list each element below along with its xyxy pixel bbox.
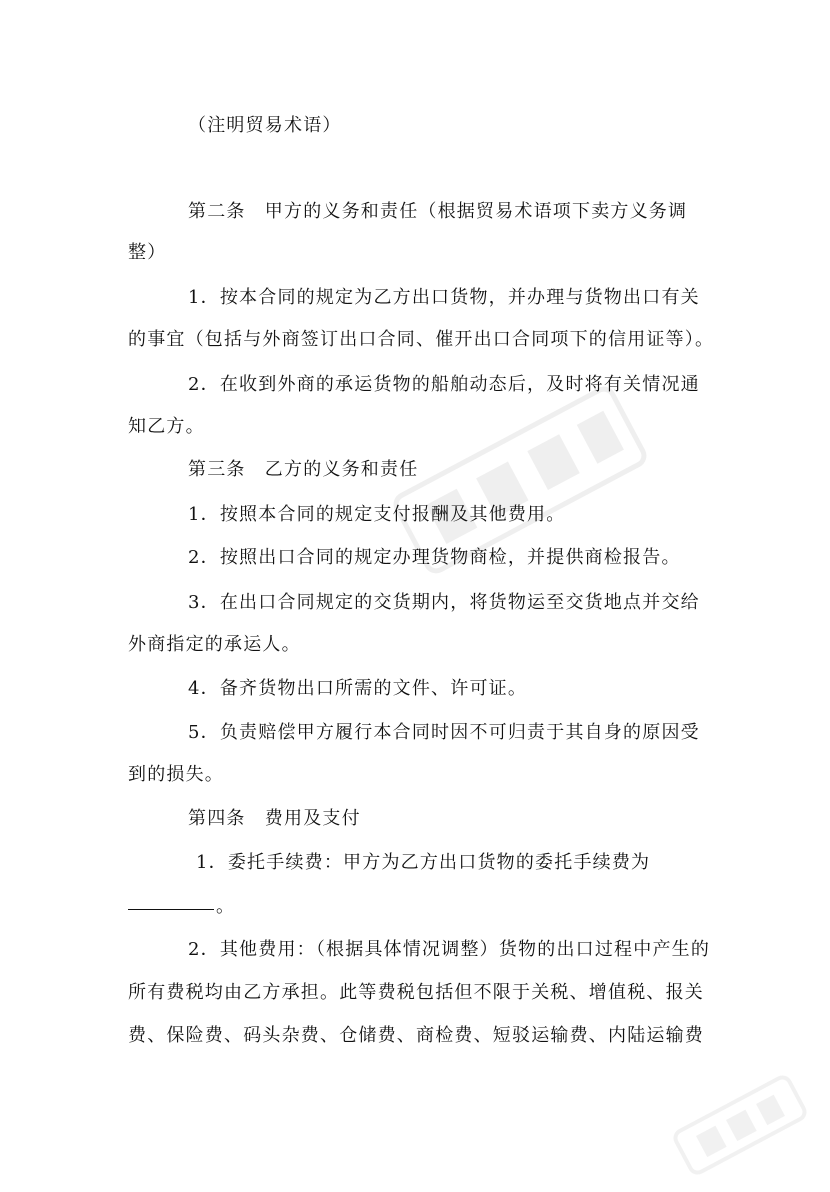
article-four-item-2-line-2: 所有费税均由乙方承担。此等费税包括但不限于关税、增值税、报关: [128, 982, 704, 1003]
article-three-item-4: 4．备齐货物出口所需的文件、许可证。: [188, 678, 528, 699]
article-four-item-1-line-2: [128, 895, 830, 919]
article-four-item-2-line-3: 费、保险费、码头杂费、仓储费、商检费、短驳运输费、内陆运输费: [128, 1025, 704, 1046]
article-three-item-5-line-2: 到的损失。: [128, 764, 224, 785]
trade-term-note: （注明贸易术语）: [188, 115, 342, 136]
blank-fill-line: [128, 909, 214, 910]
article-four-heading: 第四条 费用及支付: [188, 808, 361, 829]
article-three-item-3-line-2: 外商指定的承运人。: [128, 634, 301, 655]
article-two-item-1-line-2: 的事宜（包括与外商签订出口合同、催开出口合同项下的信用证等）。: [128, 329, 715, 350]
article-two-item-2-line-1: 2．在收到外商的承运货物的船舶动态后，及时将有关情况通: [188, 374, 700, 395]
article-three-item-1: 1．按照本合同的规定支付报酬及其他费用。: [188, 504, 566, 525]
watermark-corner-icon: [662, 1061, 818, 1189]
article-three-item-3-line-1: 3．在出口合同规定的交货期内，将货物运至交货地点并交给: [188, 592, 700, 613]
article-two-heading: 第二条 甲方的义务和责任（根据贸易术语项下卖方义务调: [188, 201, 688, 222]
article-three-item-5-line-1: 5．负责赔偿甲方履行本合同时因不可归责于其自身的原因受: [188, 722, 700, 743]
article-two-heading-continuation: 整）: [128, 242, 167, 263]
article-two-item-2-line-2: 知乙方。: [128, 416, 205, 437]
article-three-item-2: 2．按照出口合同的规定办理货物商检，并提供商检报告。: [188, 547, 681, 568]
article-four-item-2-line-1: 2．其他费用：（根据具体情况调整）货物的出口过程中产生的: [188, 939, 711, 960]
period-mark: 。: [216, 896, 236, 917]
article-four-item-1-line-1: 1．委托手续费：甲方为乙方出口货物的委托手续费为: [196, 852, 651, 873]
article-three-heading: 第三条 乙方的义务和责任: [188, 459, 419, 480]
article-two-item-1-line-1: 1．按本合同的规定为乙方出口货物，并办理与货物出口有关: [188, 287, 700, 308]
